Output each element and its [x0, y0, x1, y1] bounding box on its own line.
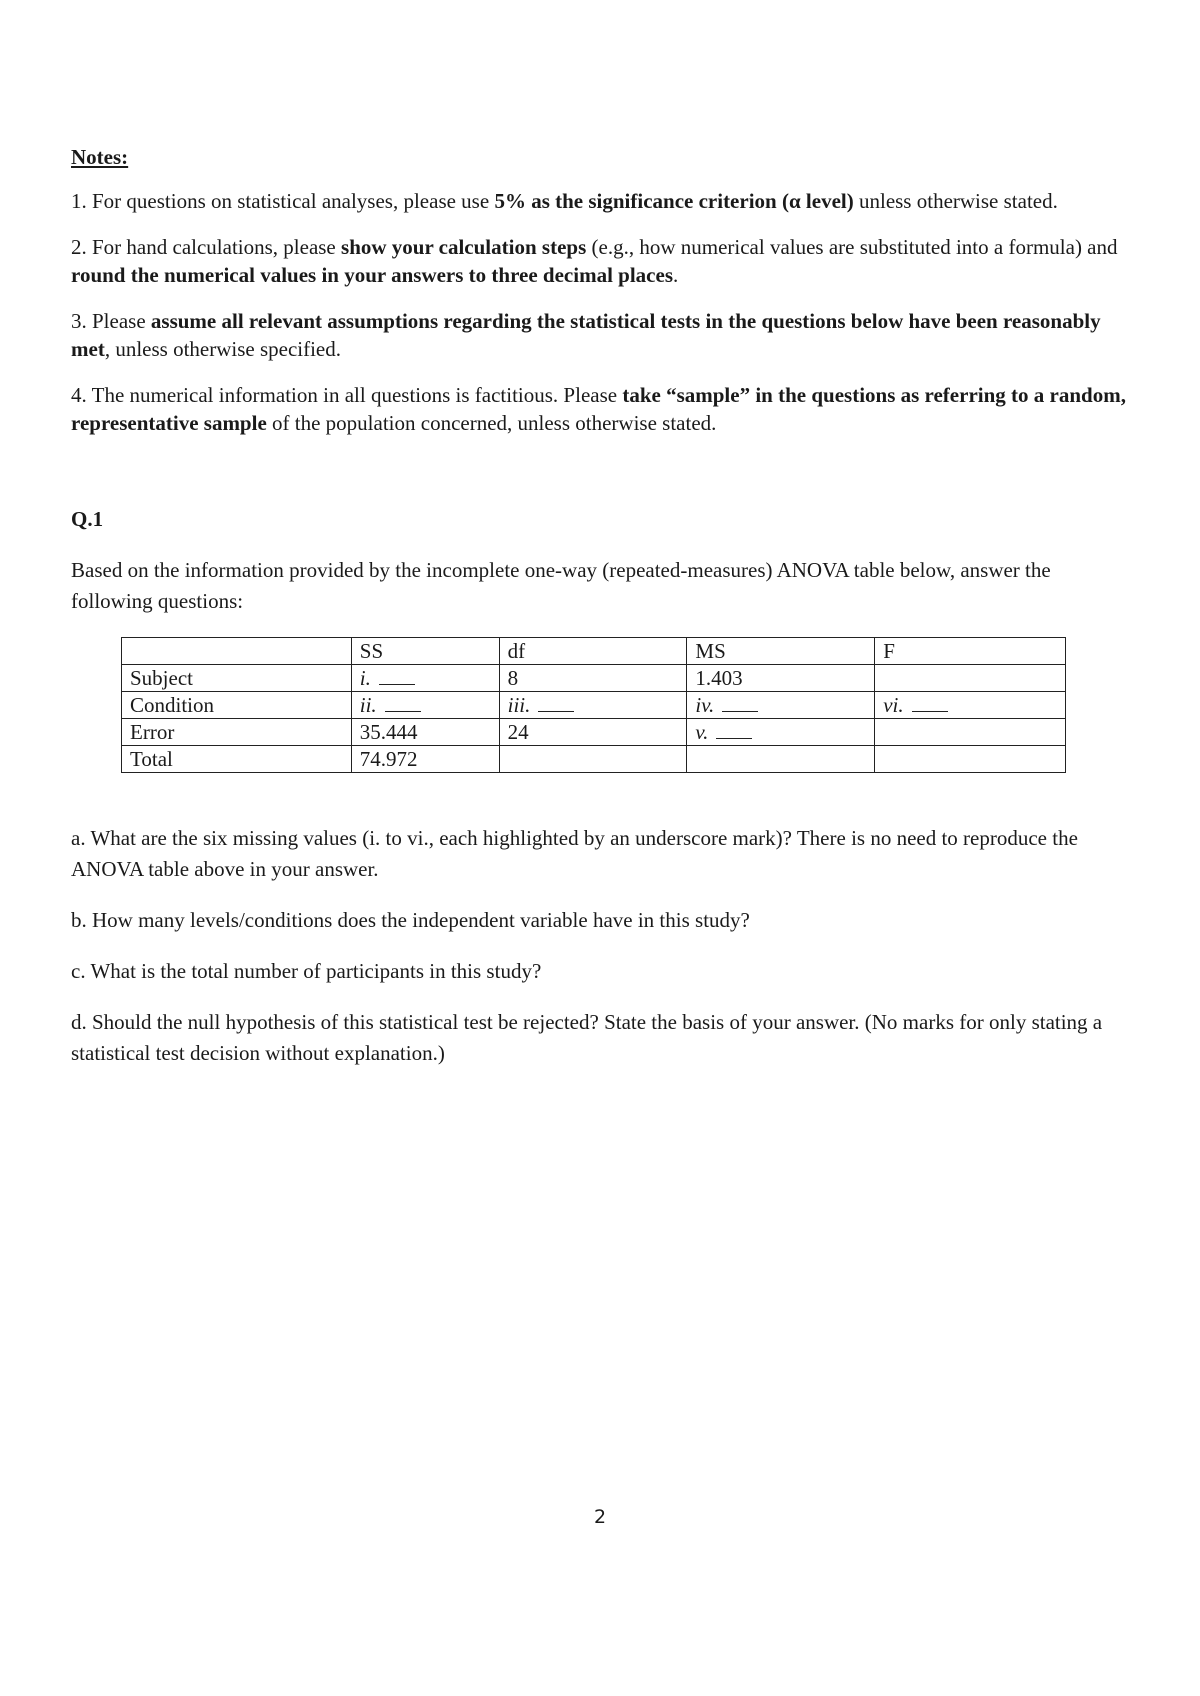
table-cell: Error [122, 719, 352, 746]
note-item [71, 307, 1131, 363]
notes-title: Notes: [71, 145, 129, 169]
note-emphasis: assume all relevant assumptions regarding the statistical tests in the questions below have been reasonably met [71, 309, 1101, 361]
blank-label: iii. [507, 693, 531, 717]
table-cell [875, 692, 1066, 719]
blank-label: iv. [695, 693, 715, 717]
question-intro: Based on the information provided by the incomplete one-way (repeated-measures) ANOVA table below, answer the following questions: [71, 558, 1051, 613]
note-item [71, 187, 1131, 215]
note-text: 4. The numerical information in all questions is factitious. Please [71, 383, 623, 407]
table-cell [875, 746, 1066, 773]
blank-underscore [538, 693, 574, 712]
note-text: . [673, 263, 679, 287]
note-text: unless otherwise stated. [853, 189, 1058, 213]
table-cell [122, 638, 352, 665]
note-text: 3. Please [71, 309, 151, 333]
table-cell [687, 692, 875, 719]
note-emphasis: 5% as the significance criterion (α level) [494, 189, 854, 213]
question-part: b. How many levels/conditions does the independent variable have in this study? [71, 908, 750, 932]
question-parts [71, 823, 1131, 1069]
question-part: a. What are the six missing values (i. to vi., each highlighted by an underscore mark)? There is no need to reproduce the ANOVA table above in your answer. [71, 826, 1078, 881]
note-item [71, 381, 1131, 437]
table-cell [687, 719, 875, 746]
table-cell [875, 665, 1066, 692]
note-item [71, 233, 1131, 289]
table-cell: 24 [499, 719, 687, 746]
note-text: , unless otherwise specified. [104, 337, 342, 361]
table-cell [687, 746, 875, 773]
question-title: Q.1 [71, 507, 104, 531]
note-text: of the population concerned, unless otherwise stated. [266, 411, 717, 435]
blank-underscore [912, 693, 948, 712]
blank-label: i. [359, 666, 371, 690]
table-cell: MS [687, 638, 875, 665]
table-cell: Subject [122, 665, 352, 692]
question-part: c. What is the total number of participants in this study? [71, 959, 542, 983]
note-emphasis: take “sample” in the questions as referring to a random, representative sample [71, 383, 1126, 435]
blank-underscore [385, 693, 421, 712]
table-header-row [122, 638, 1066, 665]
blank-underscore [716, 720, 752, 739]
table-cell [499, 746, 687, 773]
blank-underscore [722, 693, 758, 712]
note-emphasis: show your calculation steps [341, 235, 587, 259]
page-content [71, 143, 1131, 1089]
table-cell: 74.972 [351, 746, 499, 773]
table-cell: 1.403 [687, 665, 875, 692]
table-cell [351, 692, 499, 719]
table-row [122, 692, 1066, 719]
question-part: d. Should the null hypothesis of this statistical test be rejected? State the basis of your answer. (No marks for only stating a statistical test decision without explanation.) [71, 1010, 1103, 1065]
table-row [122, 719, 1066, 746]
table-cell: 35.444 [351, 719, 499, 746]
table-cell: df [499, 638, 687, 665]
note-text: 1. For questions on statistical analyses, please use [71, 189, 495, 213]
note-text: 2. For hand calculations, please [71, 235, 342, 259]
table-cell [351, 665, 499, 692]
page-number: 2 [593, 1506, 607, 1528]
blank-underscore [379, 666, 415, 685]
table-cell [875, 719, 1066, 746]
table-cell: Total [122, 746, 352, 773]
table-cell: 8 [499, 665, 687, 692]
anova-table [121, 637, 1066, 773]
notes-list [71, 187, 1131, 437]
blank-label: ii. [359, 693, 377, 717]
table-row [122, 665, 1066, 692]
blank-label: vi. [883, 693, 904, 717]
table-cell: F [875, 638, 1066, 665]
note-emphasis: round the numerical values in your answers to three decimal places [71, 263, 673, 287]
table-cell: SS [351, 638, 499, 665]
blank-label: v. [695, 720, 709, 744]
table-cell [499, 692, 687, 719]
table-row [122, 746, 1066, 773]
note-text: (e.g., how numerical values are substituted into a formula) and [586, 235, 1118, 259]
table-cell: Condition [122, 692, 352, 719]
